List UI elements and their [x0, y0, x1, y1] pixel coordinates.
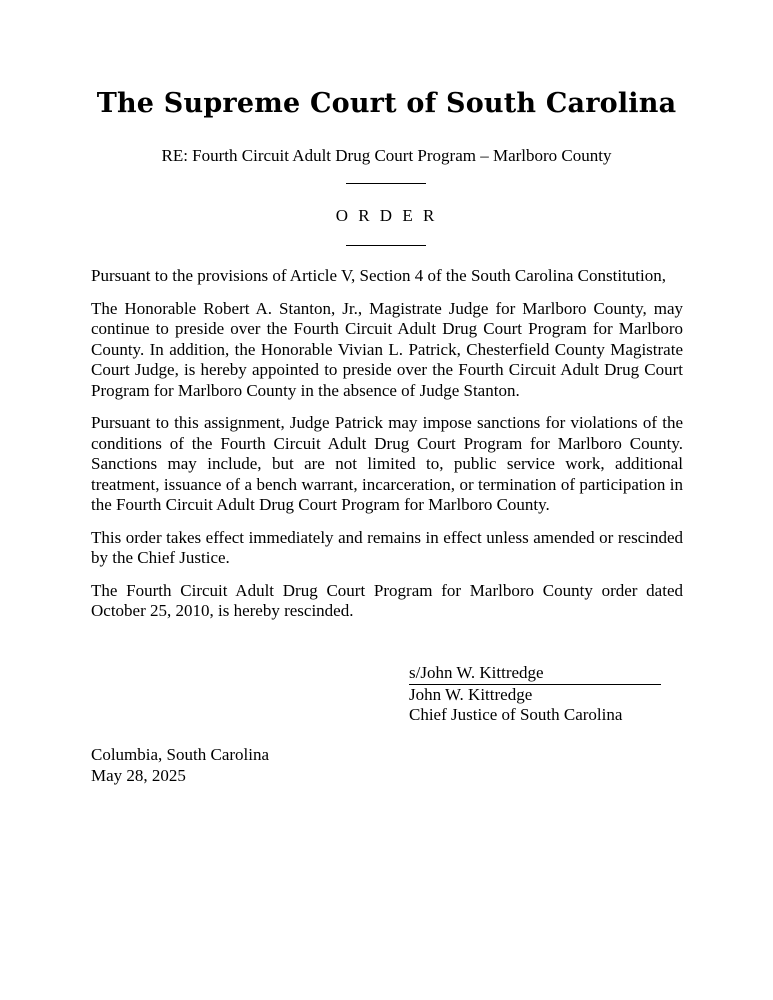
location-date-block: [91, 745, 269, 786]
divider-rule: [346, 183, 426, 184]
paragraph-sanctions: Pursuant to this assignment, Judge Patrick may impose sanctions for violations of the conditions of the Fourth Circuit Adult Drug Court Program for Marlboro County. Sanctions may include, but are not limited to, public service work, additional treatment, issuance of a bench warrant, incarceration, or termination of participation in the Fourth Circuit Adult Drug Court Program for Marlboro County.: [91, 413, 683, 514]
paragraph-effective: This order takes effect immediately and remains in effect unless amended or rescinded by the Chief Justice.: [91, 527, 683, 567]
location: Columbia, South Carolina: [91, 745, 270, 764]
signer-title: Chief Justice of South Carolina: [409, 705, 623, 724]
signature-line: s/John W. Kittredge: [409, 663, 661, 685]
divider-rule: [346, 245, 426, 246]
paragraph-intro: Pursuant to the provisions of Article V, Section 4 of the South Carolina Constitution,: [91, 266, 666, 285]
order-date: May 28, 2025: [91, 765, 186, 785]
order-body: [91, 266, 683, 634]
court-title: The Supreme Court of South Carolina: [96, 88, 677, 119]
paragraph-rescinded: The Fourth Circuit Adult Drug Court Program for Marlboro County order dated October 25, 2010, is hereby rescinded.: [91, 580, 683, 620]
re-line: RE: Fourth Circuit Adult Drug Court Program – Marlboro County: [161, 146, 612, 165]
signer-name: John W. Kittredge: [409, 684, 533, 704]
signature-block: [409, 663, 661, 726]
order-heading: O R D E R: [335, 206, 438, 225]
paragraph-appointment: The Honorable Robert A. Stanton, Jr., Magistrate Judge for Marlboro County, may continue to preside over the Fourth Circuit Adult Drug Court Program for Marlboro County. In addition, the Honorable Vivian L. Patrick, Chesterfield County Magistrate Court Judge, is hereby appointed to preside over the Fourth Circuit Adult Drug Court Program for Marlboro County in the absence of Judge Stanton.: [91, 298, 683, 400]
